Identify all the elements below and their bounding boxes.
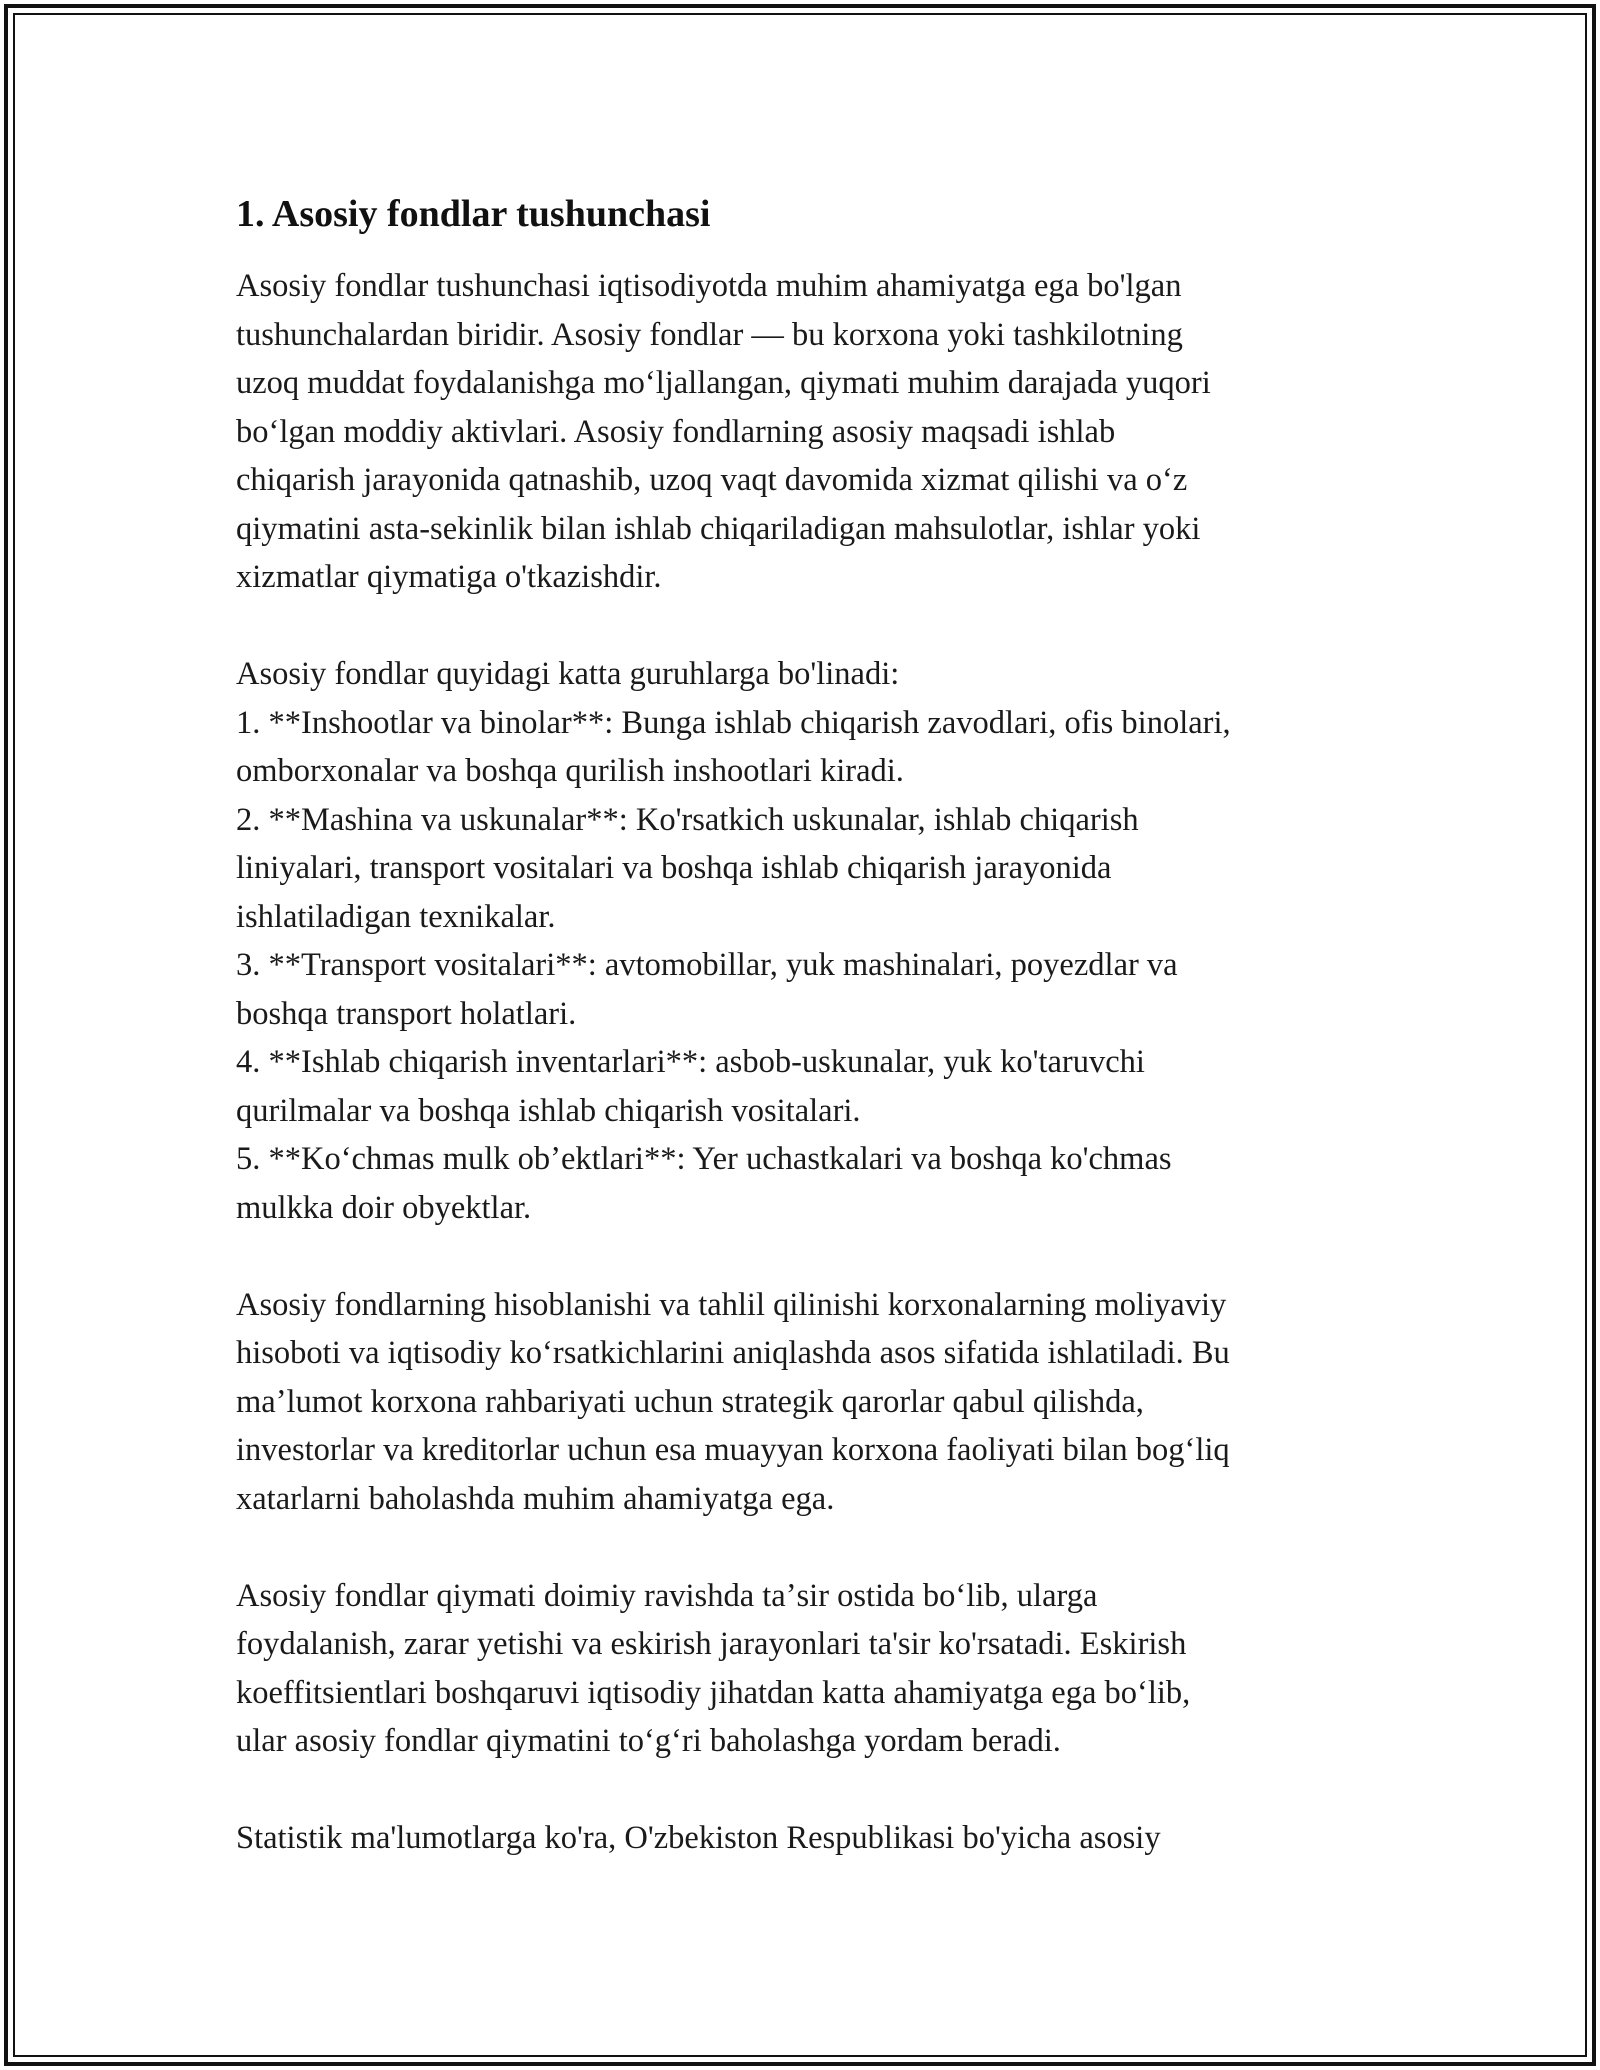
list-item-continuation: boshqa transport holatlari.	[236, 995, 577, 1032]
text-line: Asosiy fondlar tushunchasi iqtisodiyotda muhim ahamiyatga ega bo'lgan	[236, 268, 1182, 304]
text-line: Asosiy fondlarning hisoblanishi va tahlil qilinishi korxonalarning moliyaviy	[236, 1286, 1227, 1323]
text-line: tushunchalardan biridir. Asosiy fondlar — bu korxona yoki tashkilotning	[236, 316, 1183, 353]
list-item: 1. **Inshootlar va binolar**: Bunga ishlab chiqarish zavodlari, ofis binolari,	[236, 704, 1231, 741]
list-intro: Asosiy fondlar quyidagi katta guruhlarga bo'linadi:	[236, 656, 900, 692]
list-item: 2. **Mashina va uskunalar**: Ko'rsatkich uskunalar, ishlab chiqarish	[236, 801, 1139, 838]
text-line: uzoq muddat foydalanishga moʻljallangan, qiymati muhim darajada yuqori	[236, 365, 1211, 401]
section-title: 1. Asosiy fondlar tushunchasi	[236, 193, 711, 235]
paragraph-statistics	[236, 1814, 1366, 1863]
paragraph-depreciation	[236, 1572, 1366, 1766]
text-line: Asosiy fondlar qiymati doimiy ravishda taʼsir ostida boʻlib, ularga	[236, 1577, 1098, 1614]
paragraph-accounting	[236, 1281, 1366, 1524]
paragraph-groups-list	[236, 650, 1366, 1232]
list-item: 4. **Ishlab chiqarish inventarlari**: asbob-uskunalar, yuk ko'taruvchi	[236, 1044, 1145, 1080]
list-item-continuation: liniyalari, transport vositalari va boshqa ishlab chiqarish jarayonida	[236, 850, 1112, 886]
text-line: Statistik ma'lumotlarga ko'ra, O'zbekiston Respublikasi bo'yicha asosiy	[236, 1820, 1161, 1856]
list-item: 5. **Koʻchmas mulk obʼektlari**: Yer uchastkalari va boshqa ko'chmas	[236, 1141, 1172, 1177]
text-line: foydalanish, zarar yetishi va eskirish jarayonlari ta'sir ko'rsatadi. Eskirish	[236, 1626, 1187, 1662]
list-item-continuation: mulkka doir obyektlar.	[236, 1189, 532, 1226]
text-line: qiymatini asta-sekinlik bilan ishlab chiqariladigan mahsulotlar, ishlar yoki	[236, 510, 1201, 547]
text-line: xizmatlar qiymatiga o'tkazishdir.	[236, 559, 662, 595]
text-line: koeffitsientlari boshqaruvi iqtisodiy jihatdan katta ahamiyatga ega boʻlib,	[236, 1674, 1191, 1711]
text-line: hisoboti va iqtisodiy koʻrsatkichlarini aniqlashda asos sifatida ishlatiladi. Bu	[236, 1335, 1230, 1371]
text-line: ular asosiy fondlar qiymatini toʻgʻri baholashga yordam beradi.	[236, 1723, 1061, 1759]
paragraph-spacer	[236, 1766, 1366, 1815]
list-item-continuation: ishlatiladigan texnikalar.	[236, 898, 556, 935]
paragraph-spacer	[236, 1523, 1366, 1572]
text-line: xatarlarni baholashda muhim ahamiyatga ega.	[236, 1480, 835, 1517]
text-line: maʼlumot korxona rahbariyati uchun strategik qarorlar qabul qilishda,	[236, 1383, 1144, 1420]
paragraph-spacer	[236, 602, 1366, 651]
text-line: investorlar va kreditorlar uchun esa muayyan korxona faoliyati bilan bogʻliq	[236, 1432, 1230, 1468]
list-item-continuation: omborxonalar va boshqa qurilish inshootlari kiradi.	[236, 753, 904, 789]
paragraph-definition	[236, 262, 1366, 602]
list-item-continuation: qurilmalar va boshqa ishlab chiqarish vositalari.	[236, 1092, 861, 1129]
text-line: boʻlgan moddiy aktivlari. Asosiy fondlarning asosiy maqsadi ishlab	[236, 413, 1116, 450]
document-body	[236, 186, 1366, 1863]
list-item: 3. **Transport vositalari**: avtomobillar, yuk mashinalari, poyezdlar va	[236, 947, 1178, 983]
text-line: chiqarish jarayonida qatnashib, uzoq vaqt davomida xizmat qilishi va oʻz	[236, 462, 1188, 498]
paragraph-spacer	[236, 1232, 1366, 1281]
